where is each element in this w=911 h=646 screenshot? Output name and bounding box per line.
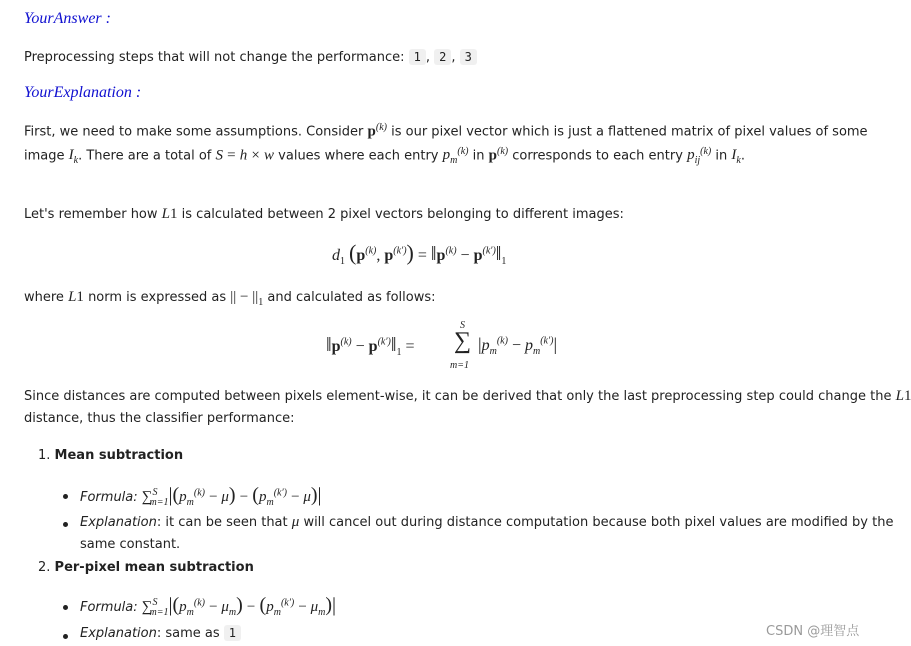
para3-text-b: norm is expressed as [88, 290, 227, 305]
explanation-code: 1 [224, 625, 241, 641]
para2: Let's remember how L1 is calculated between 2 pixel vectors belonging to different images: [24, 206, 624, 222]
para3: where L1 norm is expressed as || − $||_1$ and calculated as follows: [24, 289, 436, 308]
watermark: CSDN @理智点 [766, 624, 860, 639]
explanation-label: Explanation [80, 626, 157, 641]
para1-text-e: values where each entry [278, 148, 439, 164]
answer-text: Preprocessing steps that will not change the performance: [24, 50, 405, 65]
explanation-text-b: will cancel out during distance computation because both pixel values are modified by the [303, 515, 894, 530]
para1-text-f: in [472, 148, 485, 164]
answer-heading: YourAnswer : [24, 10, 111, 27]
bullet [63, 494, 68, 499]
list-item-2-title [38, 560, 254, 575]
equation-d1: $d_1$ ($p^{(k)}$, $p^{(k')}$) = $‖p^{(k)}$ − $p^{(k')}‖_1$ [332, 240, 507, 268]
para1-line2: image $I_k$. There are a total of S = h × w values where each entry $p_m^{(k)}$ in $p^{(k)}$ corresponds to each entry $p_{ij}^{(k)}$ in $I_k$. [24, 146, 745, 167]
para1-text-c: image [24, 148, 65, 164]
list-item-1-heading: Mean subtraction [54, 448, 184, 463]
answer-line: Preprocessing steps that will not change the performance: 1 , 2 , 3 [24, 50, 477, 65]
para1-text-d: . There are a total of [78, 148, 212, 164]
bullet [63, 522, 68, 527]
list-item-1-number: 1. [38, 448, 51, 463]
equation-l1-norm: $‖p^{(k)}$ − $p^{(k')}‖_1$ = S ∑ m=1 $|p_m^{(k)} - p_m^{(k')}|$ [326, 320, 558, 371]
bullet [63, 634, 68, 639]
answer-code-2: 2 [434, 49, 451, 65]
formula-label: Formula: [80, 490, 138, 505]
formula-label: Formula: [80, 600, 138, 615]
para4-line1: Since distances are computed between pixels element-wise, it can be derived that only the last preprocessing step could change the L1 [24, 388, 911, 404]
para1-text-g: corresponds to each entry [512, 148, 683, 164]
list-item-1-formula: Formula: $\sum^S_{m=1}|(p_m^{(k)} - \mu) - (p_m^{(k')} - \mu)|$ [80, 484, 322, 508]
para4-line2: distance, thus the classifier performance: [24, 411, 295, 426]
para1-line1: First, we need to make some assumptions. Consider $p^{(k)}$ is our pixel vector which is just a flattened matrix of pixel values of some [24, 122, 868, 140]
bullet [63, 605, 68, 610]
para1-text-a: First, we need to make some assumptions. Consider [24, 124, 364, 140]
explanation-text-a: : it can be seen that [156, 515, 288, 530]
explanation-heading: YourExplanation : [24, 84, 142, 101]
para1-text-b: is our pixel vector which is just a flattened matrix of pixel values of some [391, 124, 868, 140]
explanation-text: : same as [156, 626, 220, 641]
list-item-1-explanation-cont: same constant. [80, 537, 181, 552]
para3-text-a: where [24, 290, 64, 305]
list-item-2-number: 2. [38, 560, 51, 575]
explanation-label: Explanation [80, 515, 157, 530]
para2-text-b: is calculated between 2 pixel vectors belonging to different images: [181, 207, 624, 222]
list-item-2-heading: Per-pixel mean subtraction [54, 560, 254, 575]
para2-text-a: Let's remember how [24, 207, 158, 222]
para4-text-1: Since distances are computed between pixels element-wise, it can be derived that only the last preprocessing step could change the [24, 389, 892, 404]
answer-code-1: 1 [409, 49, 426, 65]
list-item-2-formula: Formula: $\sum^S_{m=1}|(p_m^{(k)} - \mu_m) - (p_m^{(k')} - \mu_m)|$ [80, 594, 337, 618]
list-item-1-explanation: Explanation: it can be seen that μ will cancel out during distance computation because both pixel values are modified by the [80, 514, 894, 530]
list-item-1-title [38, 448, 183, 463]
para1-text-h: in [715, 148, 728, 164]
para3-text-c: and calculated as follows: [267, 290, 436, 305]
list-item-2-explanation [80, 626, 241, 641]
answer-code-3: 3 [460, 49, 477, 65]
